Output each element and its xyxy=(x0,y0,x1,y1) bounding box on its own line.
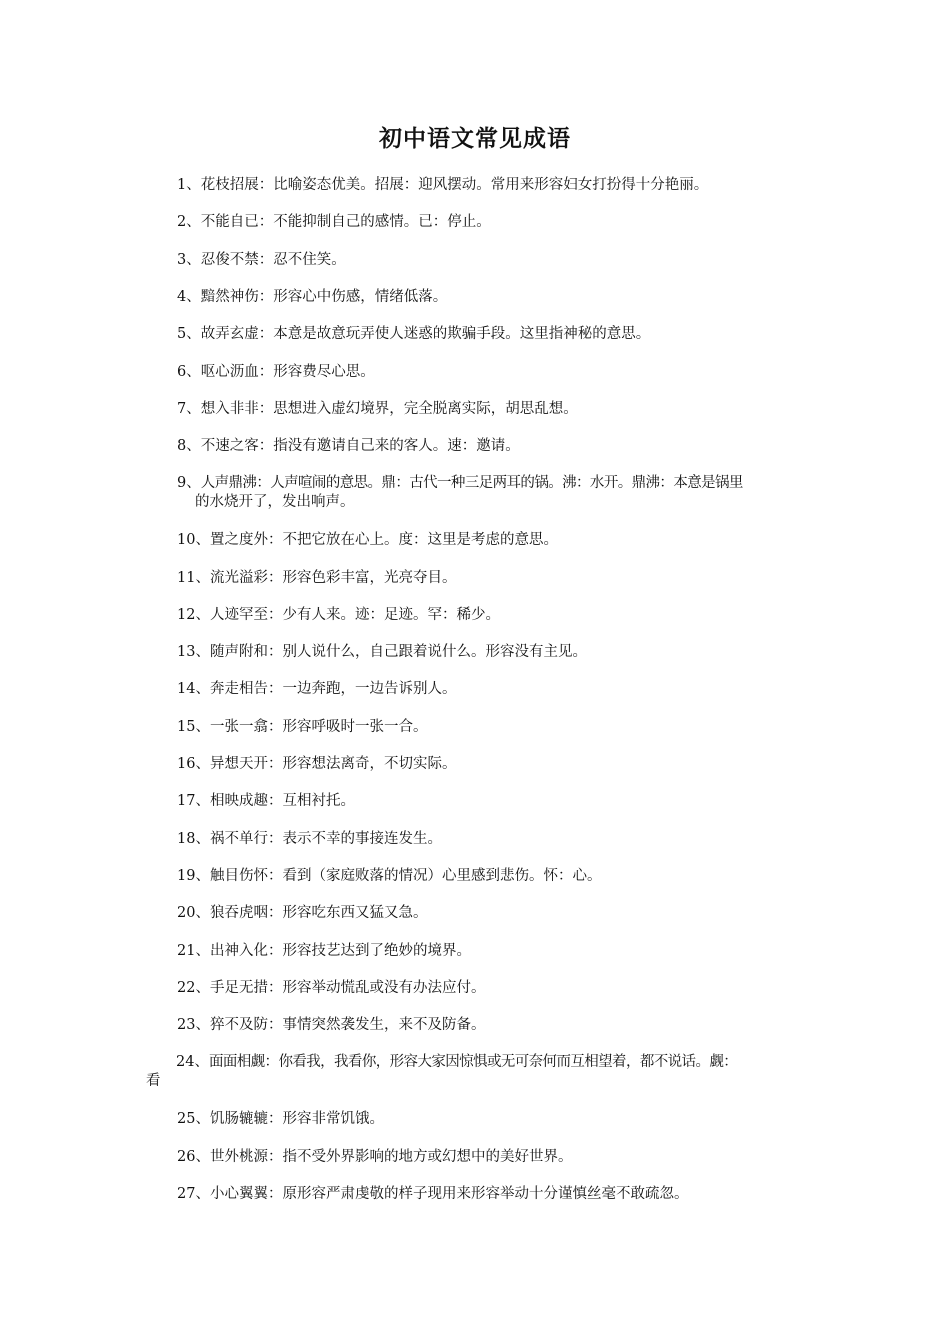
idiom-number: 14、 xyxy=(177,681,210,698)
idiom-number: 7、 xyxy=(177,400,201,417)
idiom-entry xyxy=(177,325,650,344)
idiom-number: 25、 xyxy=(177,1111,210,1128)
idiom-entry xyxy=(177,830,442,849)
idiom-number: 18、 xyxy=(177,830,210,847)
idiom-entry xyxy=(177,437,520,456)
idiom-entry xyxy=(177,1185,688,1204)
idiom-number: 20、 xyxy=(177,905,210,922)
idiom-entry xyxy=(177,680,456,699)
idiom-number: 3、 xyxy=(177,251,201,268)
idiom-number: 16、 xyxy=(177,756,210,772)
idiom-definition: 呕心沥血：形容费尽心思。 xyxy=(200,363,375,380)
idiom-number: 17、 xyxy=(177,793,210,810)
idiom-entry xyxy=(177,606,500,625)
idiom-definition: 不速之客：指没有邀请自己来的客人。速：邀请。 xyxy=(200,438,520,455)
idiom-entry xyxy=(177,904,427,923)
idiom-definition: 饥肠辘辘：形容非常饥饿。 xyxy=(209,1111,384,1128)
idiom-entry xyxy=(177,792,355,811)
idiom-definition: 人迹罕至：少有人来。迹：足迹。罕：稀少。 xyxy=(209,606,500,623)
idiom-definition: 置之度外：不把它放在心上。度：这里是考虑的意思。 xyxy=(209,532,558,549)
idiom-definition-continued: 的水烧开了，发出响声。 xyxy=(195,494,355,511)
idiom-number: 9、 xyxy=(177,475,201,492)
idiom-definition: 随声附和：别人说什么，自己跟着说什么。形容没有主见。 xyxy=(209,644,587,661)
idiom-entry xyxy=(177,400,578,419)
idiom-entry xyxy=(177,1110,384,1129)
idiom-definition: 一张一翕：形容呼吸时一张一合。 xyxy=(209,718,428,735)
idiom-definition: 人声鼎沸：人声喧闹的意思。鼎：古代一种三足两耳的锅。沸：水开。鼎沸：本意是锅里 xyxy=(200,475,743,492)
idiom-entry xyxy=(177,755,456,774)
idiom-entry xyxy=(177,1016,485,1035)
idiom-definition: 面面相觑：你看我，我看你，形容大家因惊惧或无可奈何而互相望着，都不说话。觑： xyxy=(208,1054,738,1071)
idiom-entry xyxy=(177,363,375,382)
idiom-definition: 世外桃源：指不受外界影响的地方或幻想中的美好世界。 xyxy=(209,1148,573,1165)
idiom-number: 11、 xyxy=(177,569,210,586)
idiom-number: 24、 xyxy=(176,1054,209,1071)
idiom-number: 15、 xyxy=(177,718,210,735)
idiom-entry xyxy=(177,213,491,232)
idiom-definition: 小心翼翼：原形容严肃虔敬的样子现用来形容举动十分谨慎丝毫不敢疏忽。 xyxy=(209,1185,689,1202)
idiom-number: 5、 xyxy=(177,326,201,343)
idiom-entry xyxy=(177,643,587,662)
idiom-entry-line xyxy=(177,474,817,493)
idiom-definition: 故弄玄虚：本意是故意玩弄使人迷惑的欺骗手段。这里指神秘的意思。 xyxy=(200,326,651,343)
idiom-definition: 触目伤怀：看到（家庭败落的情况）心里感到悲伤。怀：心。 xyxy=(209,867,602,884)
idiom-definition-continued: 看 xyxy=(146,1073,161,1090)
idiom-number: 22、 xyxy=(177,979,210,996)
idiom-definition: 猝不及防：事情突然袭发生，来不及防备。 xyxy=(209,1017,486,1034)
idiom-entry xyxy=(177,251,346,270)
idiom-definition: 流光溢彩：形容色彩丰富，光亮夺目。 xyxy=(209,569,457,586)
idiom-definition: 手足无措：形容举动慌乱或没有办法应付。 xyxy=(209,979,486,996)
idiom-number: 13、 xyxy=(177,644,210,661)
idiom-number: 27、 xyxy=(177,1185,210,1202)
idiom-number: 23、 xyxy=(177,1017,210,1034)
idiom-definition: 相映成趣：互相衬托。 xyxy=(209,793,355,810)
idiom-number: 10、 xyxy=(177,532,210,549)
idiom-entry xyxy=(177,474,817,512)
idiom-number: 19、 xyxy=(177,867,210,884)
idiom-number: 2、 xyxy=(177,214,201,231)
idiom-number: 8、 xyxy=(177,438,201,455)
idiom-entry xyxy=(177,867,601,886)
idiom-definition: 狼吞虎咽：形容吃东西又猛又急。 xyxy=(209,905,428,922)
idiom-number: 4、 xyxy=(177,288,201,305)
idiom-number: 1、 xyxy=(177,177,201,193)
idiom-entry xyxy=(177,288,447,307)
idiom-definition: 不能自已：不能抑制自己的感情。已：停止。 xyxy=(200,214,491,231)
idiom-definition: 花枝招展：比喻姿态优美。招展：迎风摆动。常用来形容妇女打扮得十分艳丽。 xyxy=(200,177,709,193)
idiom-definition: 忍俊不禁：忍不住笑。 xyxy=(200,251,346,268)
idiom-entry xyxy=(177,979,485,998)
idiom-number: 6、 xyxy=(177,363,201,380)
idiom-definition: 黯然神伤：形容心中伤感，情绪低落。 xyxy=(200,288,448,305)
idiom-entry xyxy=(177,569,456,588)
idiom-definition: 异想天开：形容想法离奇，不切实际。 xyxy=(209,756,457,772)
idiom-definition: 奔走相告：一边奔跑，一边告诉别人。 xyxy=(209,681,457,698)
idiom-entry xyxy=(177,942,471,961)
idiom-entry xyxy=(177,531,558,550)
idiom-definition: 出神入化：形容技艺达到了绝妙的境界。 xyxy=(209,942,471,959)
idiom-definition: 想入非非：思想进入虚幻境界，完全脱离实际，胡思乱想。 xyxy=(200,400,578,417)
idiom-number: 12、 xyxy=(177,606,210,623)
idiom-entry xyxy=(177,718,427,737)
idiom-number: 21、 xyxy=(177,942,210,959)
idiom-entry xyxy=(146,1053,826,1091)
idiom-entry-line xyxy=(146,1053,826,1072)
idiom-number: 26、 xyxy=(177,1148,210,1165)
document-title: 初中语文常见成语 xyxy=(379,125,571,152)
idiom-entry xyxy=(177,1148,572,1167)
idiom-entry xyxy=(177,176,708,195)
idiom-definition: 祸不单行：表示不幸的事接连发生。 xyxy=(209,830,442,847)
